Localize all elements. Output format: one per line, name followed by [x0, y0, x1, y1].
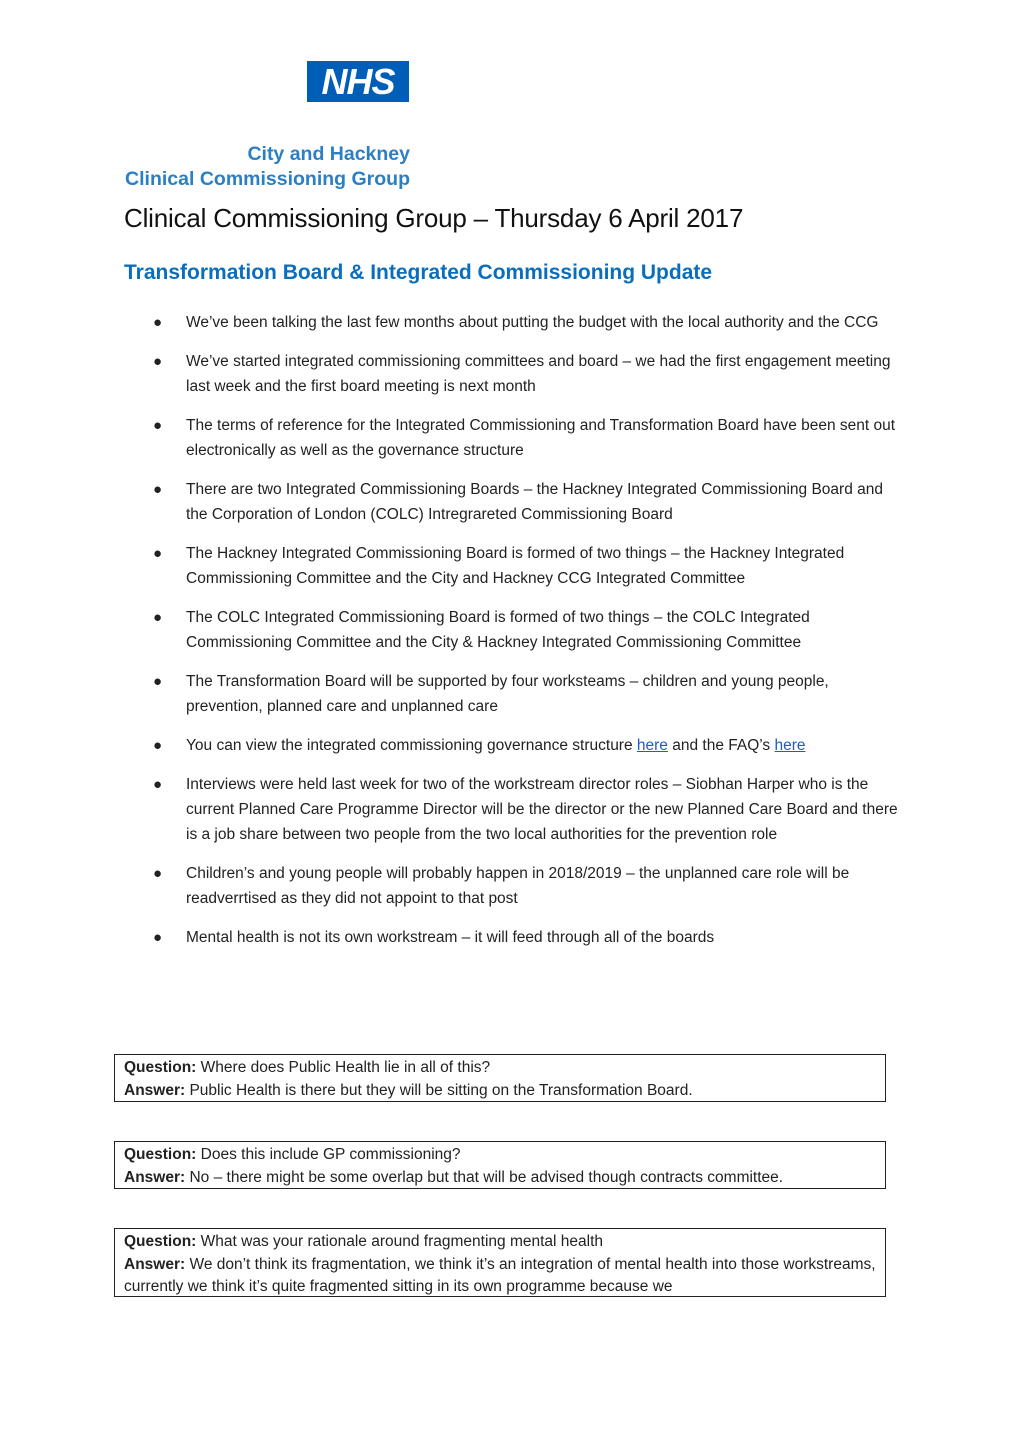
qa-box: [114, 1054, 886, 1102]
nhs-logo: NHS: [307, 61, 409, 102]
bullet-icon: ●: [153, 673, 163, 690]
answer-text: We don’t think its fragmentation, we think it’s an integration of mental health into those workstreams, currently we think it’s quite fragmented sitting in its own programme because we: [124, 1255, 876, 1295]
answer-row: [124, 1254, 885, 1298]
question-row: [124, 1057, 885, 1080]
bullet-icon: ●: [153, 929, 163, 946]
list-item: [150, 861, 900, 911]
list-item: [150, 772, 900, 847]
list-item-text: We’ve started integrated commissioning committees and board – we had the first engagement meeting last week and the first board meeting is next month: [186, 353, 891, 395]
section-subtitle: Transformation Board & Integrated Commissioning Update: [124, 261, 713, 284]
list-item-text: Mental health is not its own workstream – it will feed through all of the boards: [186, 929, 715, 946]
list-item: [150, 310, 900, 335]
answer-text: Public Health is there but they will be sitting on the Transformation Board.: [189, 1081, 693, 1099]
page-title: Clinical Commissioning Group – Thursday 6 April 2017: [124, 203, 744, 233]
bullet-icon: ●: [153, 737, 163, 754]
question-label: Question:: [124, 1059, 197, 1076]
list-item-text: We’ve been talking the last few months about putting the budget with the local authority and the CCG: [186, 314, 879, 331]
list-item: [150, 413, 900, 463]
bullet-icon: ●: [153, 481, 163, 498]
answer-row: [124, 1080, 885, 1103]
view-text-middle: and the FAQ’s: [667, 737, 775, 754]
list-item: [150, 477, 900, 527]
list-item: [150, 349, 900, 399]
list-item-text: The Transformation Board will be supported by four worksteams – children and young people, prevention, planned care and unplanned care: [186, 673, 829, 715]
answer-label: Answer:: [124, 1081, 186, 1099]
list-item-view-links: [150, 733, 900, 758]
org-name-line-2: Clinical Commissioning Group: [125, 168, 410, 190]
org-name-line-1: City and Hackney: [247, 143, 410, 165]
bullet-icon: ●: [153, 865, 163, 882]
answer-label: Answer:: [124, 1255, 186, 1273]
question-row: [124, 1144, 885, 1167]
bullet-icon: ●: [153, 776, 163, 793]
list-item: [150, 925, 900, 950]
bullet-icon: ●: [153, 353, 163, 370]
list-item-text: The COLC Integrated Commissioning Board is formed of two things – the COLC Integrated Commissioning Committee and the City & Hackney Integrated Commissioning Committee: [186, 609, 810, 651]
answer-text: No – there might be some overlap but that will be advised though contracts committee.: [189, 1168, 784, 1186]
organisation-name: [125, 142, 410, 192]
answer-label: Answer:: [124, 1168, 186, 1186]
answer-row: [124, 1167, 885, 1190]
view-text-before: You can view the integrated commissioning governance structure: [186, 737, 637, 754]
list-item: [150, 541, 900, 591]
bullet-icon: ●: [153, 314, 163, 331]
bullet-icon: ●: [153, 545, 163, 562]
list-item: [150, 605, 900, 655]
update-bullet-list: [150, 310, 900, 964]
qa-box: [114, 1228, 886, 1297]
question-text: What was your rationale around fragmenting mental health: [200, 1233, 604, 1250]
question-text: Does this include GP commissioning?: [200, 1146, 461, 1163]
question-text: Where does Public Health lie in all of this?: [200, 1059, 491, 1076]
list-item-text: The Hackney Integrated Commissioning Board is formed of two things – the Hackney Integrated Commissioning Committee and the City and Hackney CCG Integrated Committee: [186, 545, 845, 587]
faq-link[interactable]: here: [774, 737, 806, 754]
bullet-icon: ●: [153, 609, 163, 626]
list-item-text: The terms of reference for the Integrated Commissioning and Transformation Board have been sent out electronically as well as the governance structure: [186, 417, 896, 459]
list-item-text: Interviews were held last week for two of the workstream director roles – Siobhan Harper who is the current Planned Care Programme Director will be the director or the new Planned Care Board and there is a job share between two people from the two local authorities for the prevention role: [186, 776, 898, 843]
list-item-text: There are two Integrated Commissioning Boards – the Hackney Integrated Commissioning Board and the Corporation of London (COLC) Intregrareted Commissioning Board: [186, 481, 884, 523]
question-row: [124, 1231, 885, 1254]
qa-box: [114, 1141, 886, 1189]
question-label: Question:: [124, 1233, 197, 1250]
list-item-text: Children’s and young people will probably happen in 2018/2019 – the unplanned care role will be readverrtised as they did not appoint to that post: [186, 865, 850, 907]
governance-structure-link[interactable]: here: [636, 737, 668, 754]
question-label: Question:: [124, 1146, 197, 1163]
list-item: [150, 669, 900, 719]
bullet-icon: ●: [153, 417, 163, 434]
